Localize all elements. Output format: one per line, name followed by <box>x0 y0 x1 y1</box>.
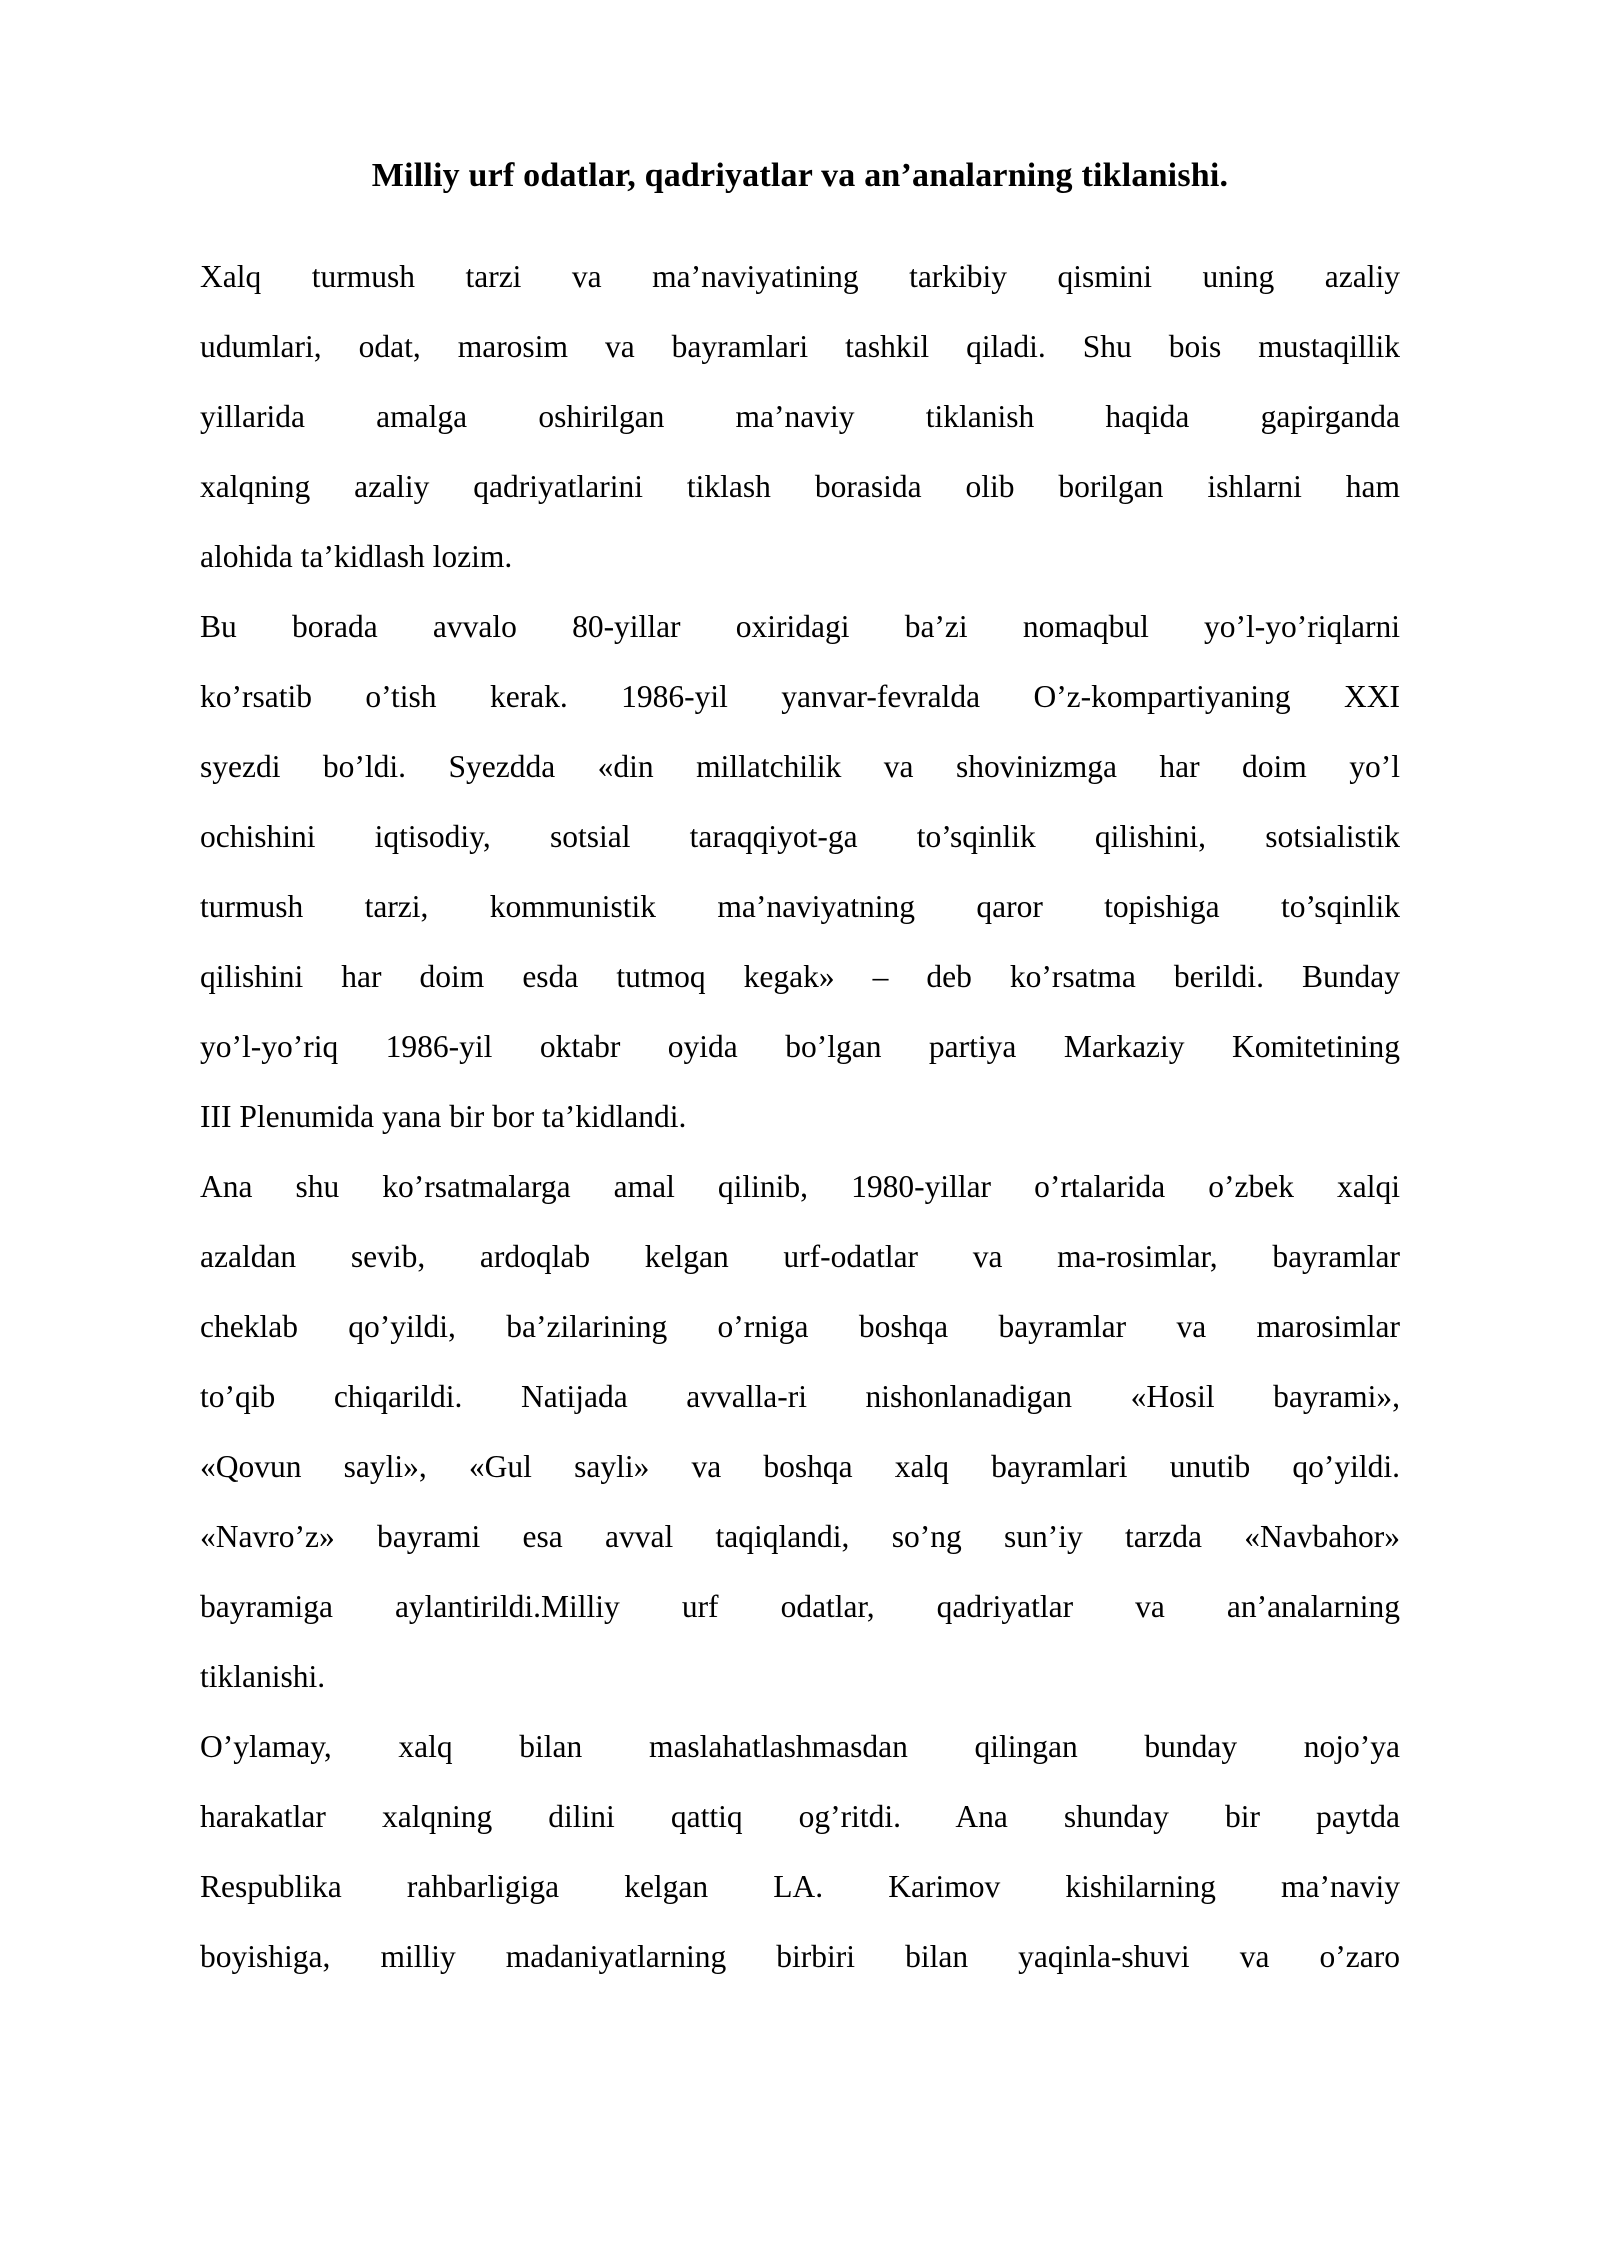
text-line: ochishini iqtisodiy, sotsial taraqqiyot-ga to’sqinlik qilishini, sotsialistik <box>200 819 1400 854</box>
text-line: udumlari, odat, marosim va bayramlari tashkil qiladi. Shu bois mustaqillik <box>200 329 1400 364</box>
text-line: cheklab qo’yildi, ba’zilarining o’rniga boshqa bayramlar va marosimlar <box>200 1309 1400 1344</box>
text-line: «Qovun sayli», «Gul sayli» va boshqa xalq bayramlari unutib qo’yildi. <box>200 1449 1400 1484</box>
text-line: turmush tarzi, kommunistik ma’naviyatning qaror topishiga to’sqinlik <box>200 889 1400 924</box>
document-body <box>200 242 1400 1992</box>
text-line: boyishiga, milliy madaniyatlarning birbiri bilan yaqinla-shuvi va o’zaro <box>200 1939 1400 1974</box>
text-line: bayramiga aylantirildi.Milliy urf odatlar, qadriyatlar va an’analarning <box>200 1589 1400 1624</box>
text-line: Xalq turmush tarzi va ma’naviyatining tarkibiy qismini uning azaliy <box>200 259 1400 294</box>
text-line: tiklanishi. <box>200 1659 326 1694</box>
document-title: Milliy urf odatlar, qadriyatlar va an’analarning tiklanishi. <box>371 157 1229 194</box>
text-line: III Plenumida yana bir bor ta’kidlandi. <box>200 1099 687 1134</box>
text-line: qilishini har doim esda tutmoq kegak» – deb ko’rsatma berildi. Bunday <box>200 959 1400 994</box>
text-line: azaldan sevib, ardoqlab kelgan urf-odatlar va ma-rosimlar, bayramlar <box>200 1239 1400 1274</box>
paragraph <box>200 592 1400 1152</box>
text-line: Bu borada avvalo 80-yillar oxiridagi ba’zi nomaqbul yo’l-yo’riqlarni <box>200 609 1400 644</box>
text-line: yillarida amalga oshirilgan ma’naviy tiklanish haqida gapirganda <box>200 399 1400 434</box>
paragraph <box>200 1152 1400 1712</box>
text-line: alohida ta’kidlash lozim. <box>200 539 513 574</box>
text-line: Respublika rahbarligiga kelgan LA. Karimov kishilarning ma’naviy <box>200 1869 1400 1904</box>
paragraph <box>200 1712 1400 1992</box>
text-line: Ana shu ko’rsatmalarga amal qilinib, 1980-yillar o’rtalarida o’zbek xalqi <box>200 1169 1400 1204</box>
text-line: «Navro’z» bayrami esa avval taqiqlandi, so’ng sun’iy tarzda «Navbahor» <box>200 1519 1400 1554</box>
text-line: O’ylamay, xalq bilan maslahatlashmasdan qilingan bunday nojo’ya <box>200 1729 1400 1764</box>
text-line: syezdi bo’ldi. Syezdda «din millatchilik va shovinizmga har doim yo’l <box>200 749 1400 784</box>
text-line: harakatlar xalqning dilini qattiq og’ritdi. Ana shunday bir paytda <box>200 1799 1400 1834</box>
text-line: xalqning azaliy qadriyatlarini tiklash borasida olib borilgan ishlarni ham <box>200 469 1400 504</box>
text-line: ko’rsatib o’tish kerak. 1986-yil yanvar-fevralda O’z-kompartiyaning XXI <box>200 679 1400 714</box>
text-line: yo’l-yo’riq 1986-yil oktabr oyida bo’lgan partiya Markaziy Komitetining <box>200 1029 1400 1064</box>
paragraph <box>200 242 1400 592</box>
text-line: to’qib chiqarildi. Natijada avvalla-ri nishonlanadigan «Hosil bayrami», <box>200 1379 1400 1414</box>
